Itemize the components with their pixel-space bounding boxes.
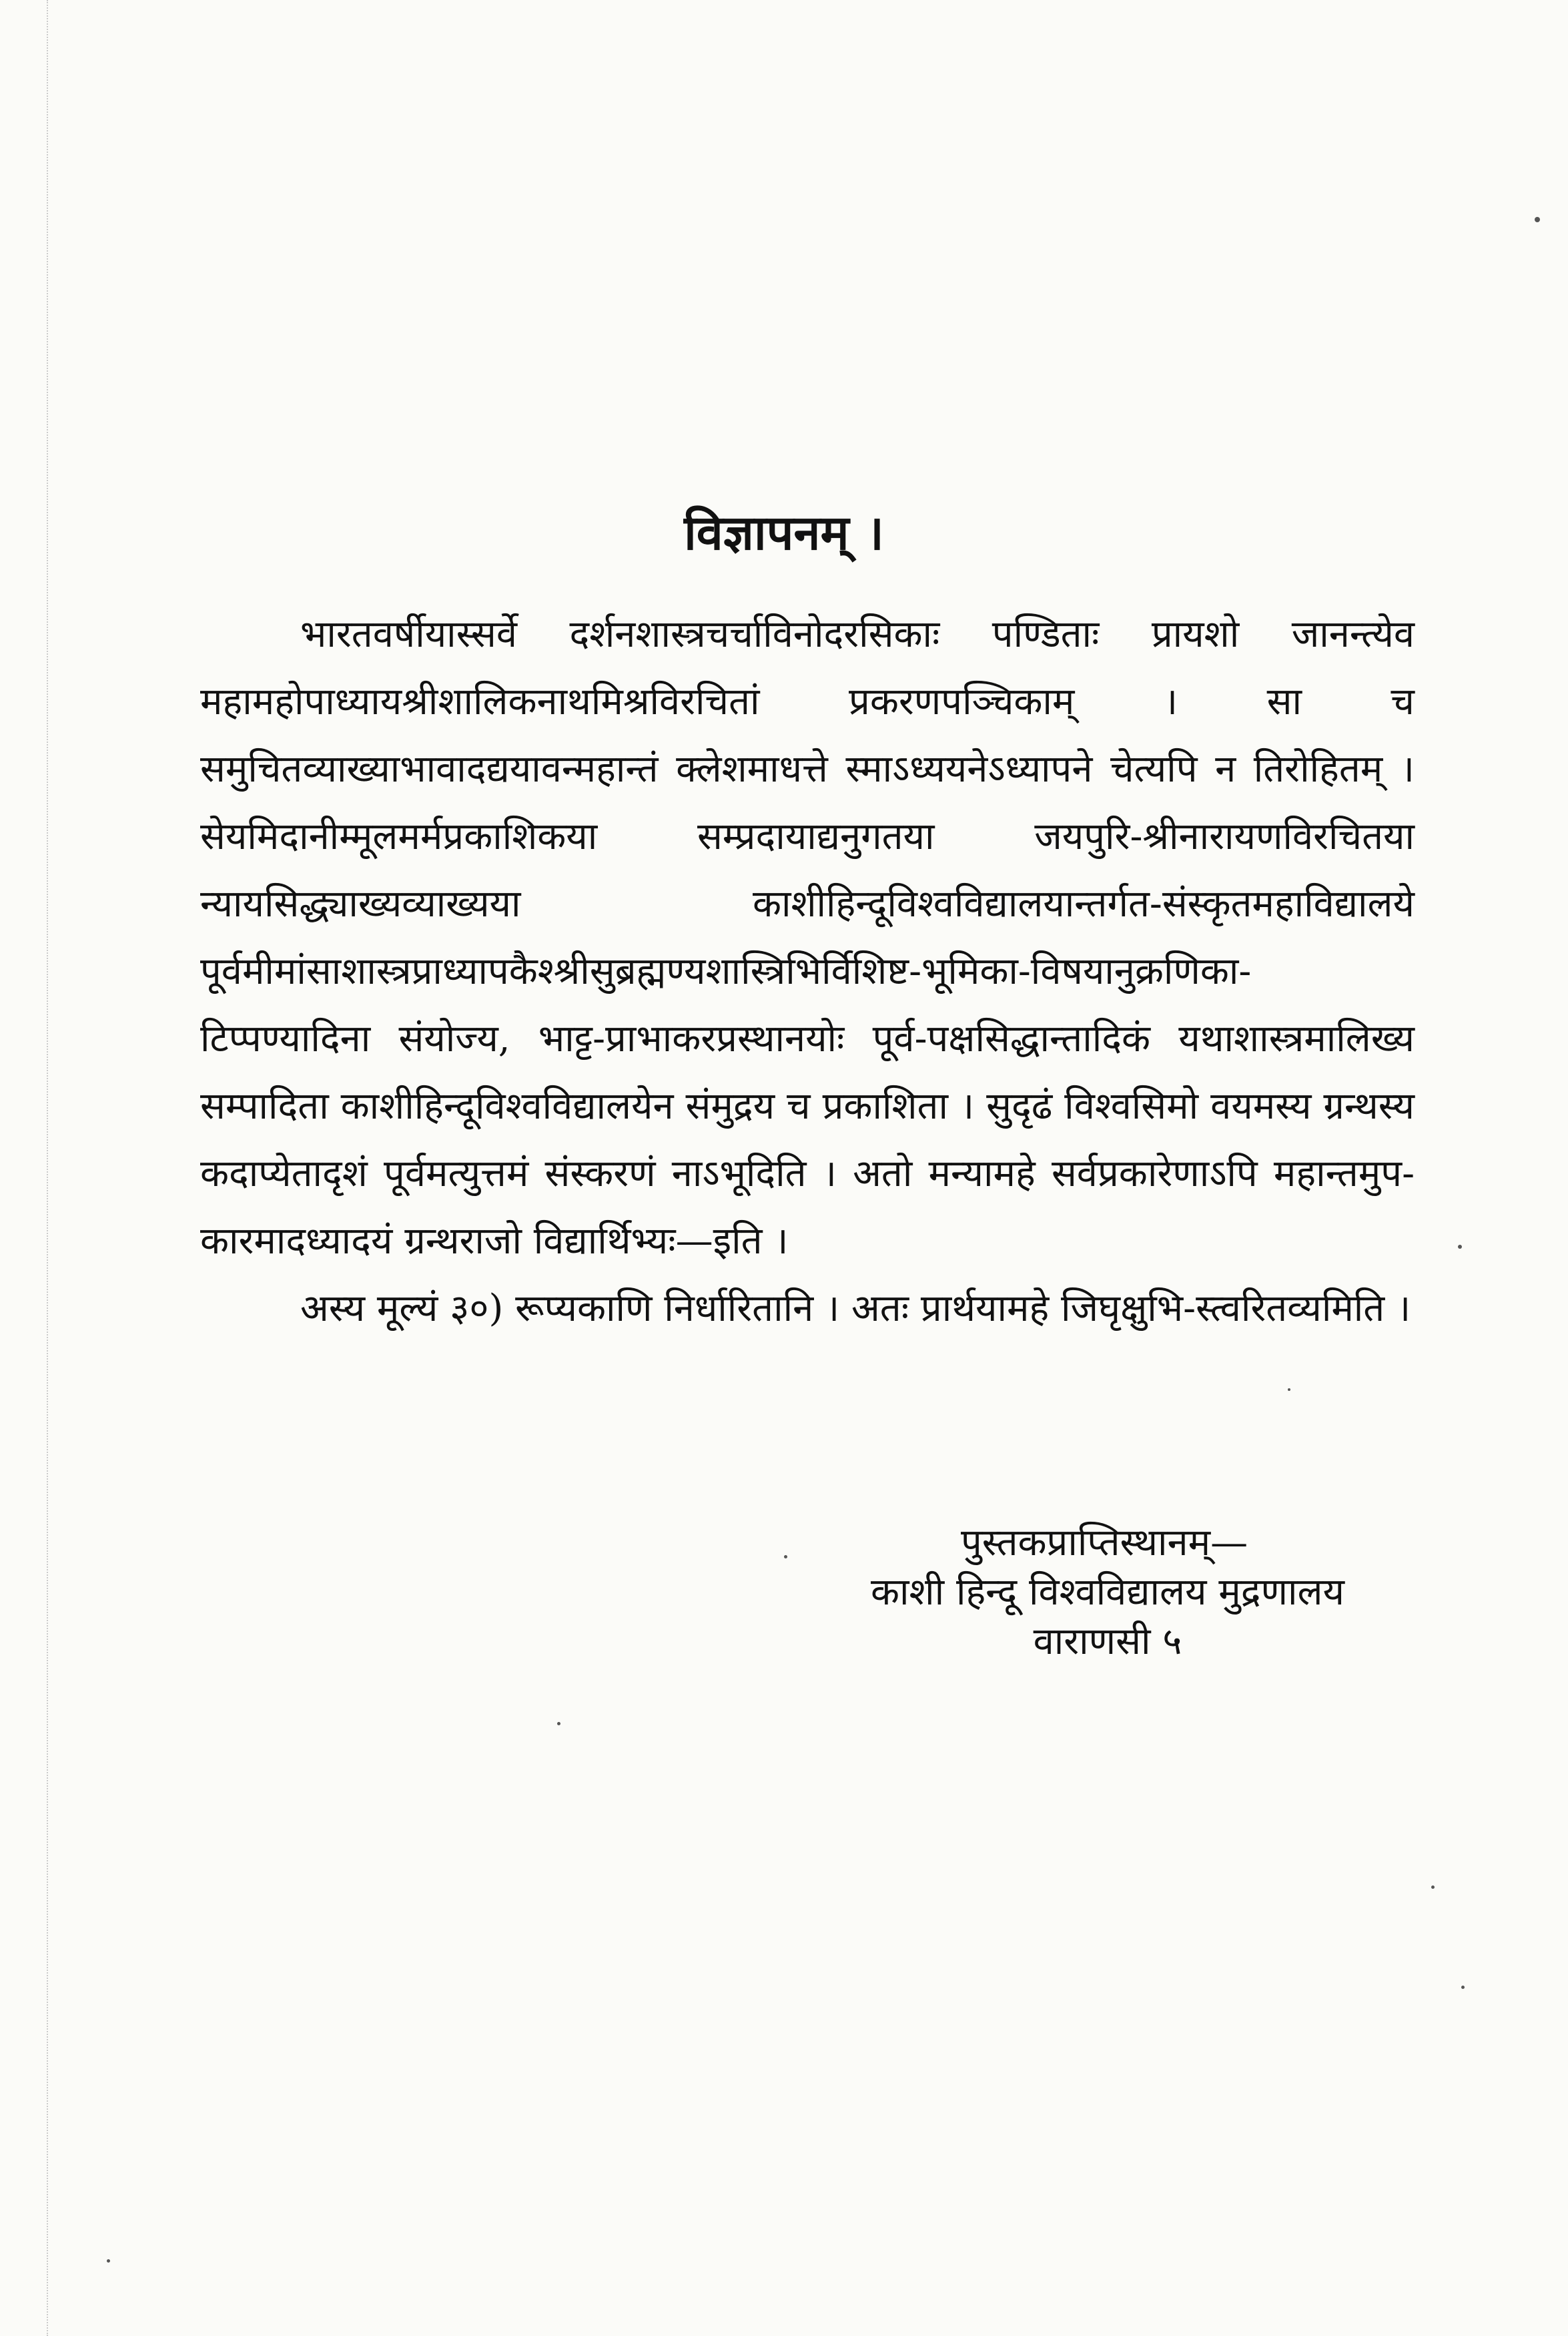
notice-body	[200, 601, 1415, 1342]
notice-paragraph-price: अस्य मूल्यं ३०) रूप्यकाणि निर्धारितानि । अतः प्रार्थयामहे जिघृक्षुभि-स्त्वरितव्यमिति ।	[300, 1287, 1411, 1330]
scan-speck	[784, 1555, 787, 1558]
scan-speck	[1461, 1986, 1465, 1989]
scan-speck	[1288, 1388, 1290, 1391]
scan-speck	[557, 1722, 560, 1725]
page-title: विज्ञापनम् ।	[684, 504, 884, 561]
publisher-name: काशी हिन्दू विश्वविद्यालय मुद्रणालय	[871, 1570, 1344, 1614]
availability-block	[787, 1518, 1428, 1667]
binding-edge	[0, 0, 48, 2336]
scan-speck	[1431, 1885, 1435, 1889]
notice-paragraph-main: भारतवर्षीयास्सर्वे दर्शनशास्त्रचर्चाविनोदरसिकाः पण्डिताः प्रायशो जानन्त्येव महामहोपाध्यायश्रीशालिकनाथमिश्रविरचितां प्रकरणपञ्चिकाम् । सा च समुचितव्याख्याभावादद्ययावन्महान्तं क्लेशमाधत्ते स्माऽध्ययनेऽध्यापने चेत्यपि न तिरोहितम् । सेयमिदानीम्मूलमर्मप्रकाशिकया सम्प्रदायाद्यनुगतया जयपुरि-श्रीनारायणविरचितया न्यायसिद्ध्याख्यव्याख्यया काशीहिन्दूविश्वविद्यालयान्तर्गत-संस्कृतमहाविद्यालये पूर्वमीमांसाशास्त्रप्राध्यापकैश्श्रीसुब्रह्मण्यशास्त्रिभिर्विशिष्ट-भूमिका-विषयानुक्रणिका-टिप्पण्यादिना संयोज्य, भाट्ट-प्राभाकरप्रस्थानयोः पूर्व-पक्षसिद्धान्तादिकं यथाशास्त्रमालिख्य सम्पादिता काशीहिन्दूविश्वविद्यालयेन संमुद्रय च प्रकाशिता । सुदृढं विश्वसिमो वयमस्य ग्रन्थस्य कदाप्येतादृशं पूर्वमत्युत्तमं संस्करणं नाऽभूदिति । अतो मन्यामहे सर्वप्रकारेणाऽपि महान्तमुप-कारमादध्यादयं ग्रन्थराजो विद्यार्थिभ्यः—इति ।	[200, 613, 1415, 1263]
publisher-city: वाराणसी ५	[1033, 1620, 1182, 1663]
scan-speck	[1458, 1245, 1462, 1249]
availability-heading: पुस्तकप्राप्तिस्थानम्—	[961, 1521, 1248, 1564]
scan-speck	[107, 2259, 110, 2263]
scan-speck	[1535, 217, 1540, 222]
